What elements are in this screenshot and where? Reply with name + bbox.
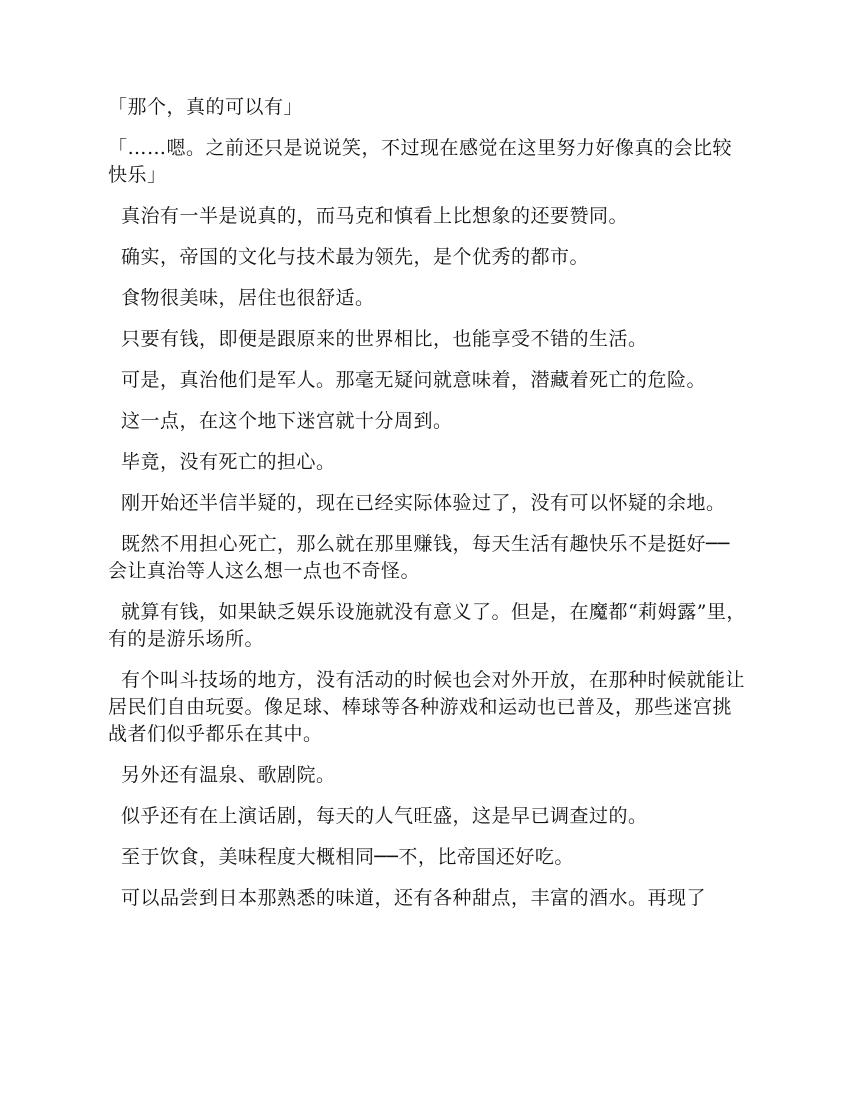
paragraph: 既然不用担心死亡，那么就在那里赚钱，每天生活有趣快乐不是挺好──会让真治等人这么想一点也不奇怪。: [108, 533, 730, 582]
paragraph: 可是，真治他们是军人。那毫无疑问就意味着，潜藏着死亡的危险。: [121, 369, 707, 391]
paragraph: 「……嗯。之前还只是说说笑，不过现在感觉在这里努力好像真的会比较快乐」: [108, 137, 733, 186]
paragraph: 真治有一半是说真的，而马克和慎看上比想象的还要赞同。: [121, 205, 629, 227]
paragraph: 可以品尝到日本那熟悉的味道，还有各种甜点，丰富的酒水。再现了: [121, 887, 707, 909]
paragraph: 另外还有温泉、歌剧院。: [121, 764, 336, 786]
paragraph: 毕竟，没有死亡的担心。: [121, 451, 336, 473]
document-page: [108, 94, 748, 926]
paragraph: 确实，帝国的文化与技术最为领先，是个优秀的都市。: [121, 246, 590, 268]
paragraph: 「那个，真的可以有」: [108, 96, 304, 118]
paragraph: 就算有钱，如果缺乏娱乐设施就没有意义了。但是，在魔都“莉姆露”里，有的是游乐场所。: [108, 601, 746, 650]
paragraph: 有个叫斗技场的地方，没有活动的时候也会对外开放，在那种时候就能让居民们自由玩耍。像足球、棒球等各种游戏和运动也已普及，那些迷宫挑战者们似乎都乐在其中。: [108, 669, 746, 745]
paragraph: 这一点，在这个地下迷宫就十分周到。: [121, 410, 453, 432]
paragraph: 似乎还有在上演话剧，每天的人气旺盛，这是早已调查过的。: [121, 805, 648, 827]
paragraph: 食物很美味，居住也很舒适。: [121, 287, 375, 309]
paragraph: 刚开始还半信半疑的，现在已经实际体验过了，没有可以怀疑的余地。: [121, 492, 726, 514]
paragraph: 至于饮食，美味程度大概相同──不，比帝国还好吃。: [121, 846, 574, 868]
paragraph: 只要有钱，即便是跟原来的世界相比，也能享受不错的生活。: [121, 328, 648, 350]
